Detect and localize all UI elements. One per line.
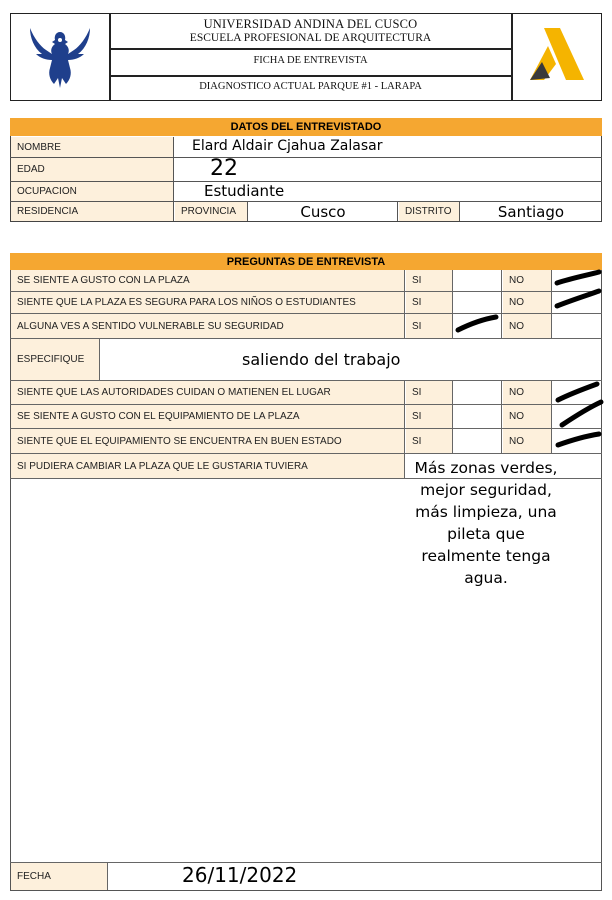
check-mark-no-1 — [557, 272, 599, 283]
check-mark-no-5 — [562, 402, 601, 425]
question-5: SE SIENTE A GUSTO CON EL EQUIPAMIENTO DE LA PLAZA — [11, 405, 405, 428]
check-mark-no-4 — [558, 384, 597, 400]
residencia-label: RESIDENCIA — [11, 202, 174, 221]
answer-text — [400, 457, 572, 589]
question-4: SIENTE QUE LAS AUTORIDADES CUIDAN O MATIENEN EL LUGAR — [11, 381, 405, 404]
si-label: SI — [406, 314, 453, 338]
question-6: SIENTE QUE EL EQUIPAMIENTO SE ENCUENTRA EN BUEN ESTADO — [11, 429, 405, 453]
answer-line: realmente tenga — [421, 547, 551, 565]
ocupacion-label: OCUPACION — [11, 182, 174, 201]
question-2: SIENTE QUE LA PLAZA ES SEGURA PARA LOS NIÑOS O ESTUDIANTES — [11, 292, 405, 313]
no-label: NO — [503, 405, 552, 428]
ocupacion-value: Estudiante — [204, 182, 285, 200]
edad-label: EDAD — [11, 158, 174, 181]
check-mark-no-6 — [558, 434, 599, 445]
preguntas-section-title: PREGUNTAS DE ENTREVISTA — [10, 253, 602, 270]
check-mark-no-2 — [557, 291, 599, 306]
answer-line: pileta que — [447, 525, 525, 543]
check-mark-si-3 — [458, 317, 496, 330]
especifique-value: saliendo del trabajo — [242, 350, 401, 369]
question-3: ALGUNA VES A SENTIDO VULNERABLE SU SEGURIDAD — [11, 314, 405, 338]
no-label: NO — [503, 270, 552, 291]
answer-line: más limpieza, una — [415, 503, 557, 521]
provincia-value: Cusco — [249, 202, 398, 221]
nombre-label: NOMBRE — [11, 137, 174, 157]
question-7: SI PUDIERA CAMBIAR LA PLAZA QUE LE GUSTARIA TUVIERA — [11, 454, 405, 478]
distrito-label: DISTRITO — [399, 202, 460, 221]
si-label: SI — [406, 292, 453, 313]
no-label: NO — [503, 314, 552, 338]
fecha-label: FECHA — [11, 863, 108, 890]
provincia-label: PROVINCIA — [175, 202, 248, 221]
no-label: NO — [503, 429, 552, 453]
school-name: ESCUELA PROFESIONAL DE ARQUITECTURA — [189, 32, 432, 44]
datos-section-title: DATOS DEL ENTREVISTADO — [10, 118, 602, 136]
especifique-label: ESPECIFIQUE — [11, 339, 100, 380]
university-name: UNIVERSIDAD ANDINA DEL CUSCO — [203, 17, 418, 31]
answer-line: agua. — [464, 569, 508, 587]
no-label: NO — [503, 381, 552, 404]
nombre-value: Elard Aldair Cjahua Zalasar — [192, 138, 383, 154]
si-label: SI — [406, 405, 453, 428]
form-title: FICHA DE ENTREVISTA — [253, 55, 368, 66]
form-subject: DIAGNOSTICO ACTUAL PARQUE #1 - LARAPA — [199, 81, 422, 92]
si-label: SI — [406, 429, 453, 453]
fecha-value: 26/11/2022 — [182, 863, 298, 887]
answer-line: Más zonas verdes, — [414, 459, 558, 477]
answer-line: mejor seguridad, — [420, 481, 552, 499]
distrito-value: Santiago — [497, 202, 565, 221]
no-label: NO — [503, 292, 552, 313]
si-label: SI — [406, 270, 453, 291]
edad-value: 22 — [210, 156, 238, 181]
si-label: SI — [406, 381, 453, 404]
question-1: SE SIENTE A GUSTO CON LA PLAZA — [11, 270, 405, 291]
